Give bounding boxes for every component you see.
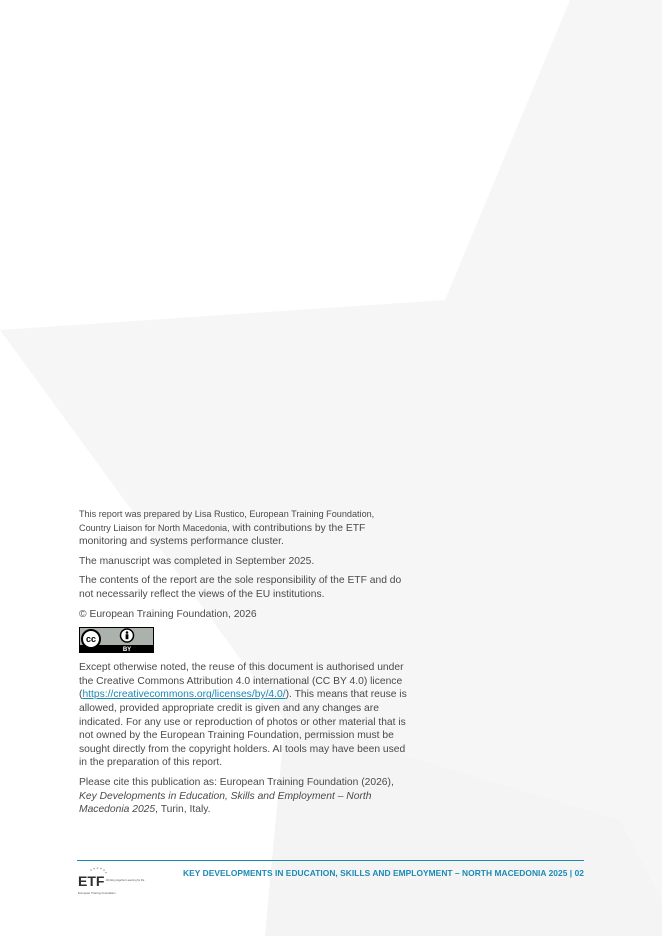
citation-place: , Turin, Italy. xyxy=(155,804,211,816)
page-footer xyxy=(77,860,584,895)
prepared-by-paragraph xyxy=(79,508,407,549)
report-credits xyxy=(79,508,407,823)
license-link[interactable]: https://creativecommons.org/licenses/by/4.0/ xyxy=(82,689,286,701)
cc-badge-by-text: BY xyxy=(122,647,132,654)
prepared-by-contributions: with contributions by the ETF monitoring and systems performance cluster. xyxy=(79,522,366,548)
manuscript-date: The manuscript was completed in September 2025. xyxy=(79,555,315,567)
prepared-by-line2: Country Liaison for North Macedonia, xyxy=(79,522,230,533)
etf-logo-tagline: Working together Learning for life xyxy=(106,879,145,882)
etf-logo-org: European Training Foundation xyxy=(78,891,116,895)
etf-logo-icon xyxy=(77,864,145,898)
etf-logo-text: ETF xyxy=(78,873,105,889)
responsibility-disclaimer: The contents of the report are the sole responsibility of the ETF and do not necessarily reflect the views of the EU institutions. xyxy=(79,575,402,600)
citation-paragraph xyxy=(79,776,407,817)
prepared-by-line1: This report was prepared by Lisa Rustico, European Training Foundation, xyxy=(79,509,375,519)
copyright-notice: © European Training Foundation, 2026 xyxy=(79,608,257,620)
license-terms: ). This means that reuse is allowed, provided appropriate credit is given and any changes are indicated. For any use or reproduction of photos or other material that is not owned by the European Training Foundation, permission must be sought directly from the copyright holders. AI tools may have been used in the preparation of this report. xyxy=(79,689,407,769)
citation-title: Key Developments in Education, Skills and Employment – North Macedonia 2025 xyxy=(79,790,372,816)
license-intro: Except otherwise noted, the reuse of this document is authorised under the Creative Commons Attribution 4.0 international (CC BY 4.0) licence ( xyxy=(79,662,404,701)
cc-badge-cc-text: cc xyxy=(85,634,97,645)
cc-by-license-badge-icon[interactable] xyxy=(79,627,154,653)
footer-title: KEY DEVELOPMENTS IN EDUCATION, SKILLS AND EMPLOYMENT – NORTH MACEDONIA 2025 | 02 xyxy=(183,868,584,878)
license-paragraph xyxy=(79,661,407,770)
citation-intro: Please cite this publication as: European Training Foundation (2026), xyxy=(79,776,394,788)
